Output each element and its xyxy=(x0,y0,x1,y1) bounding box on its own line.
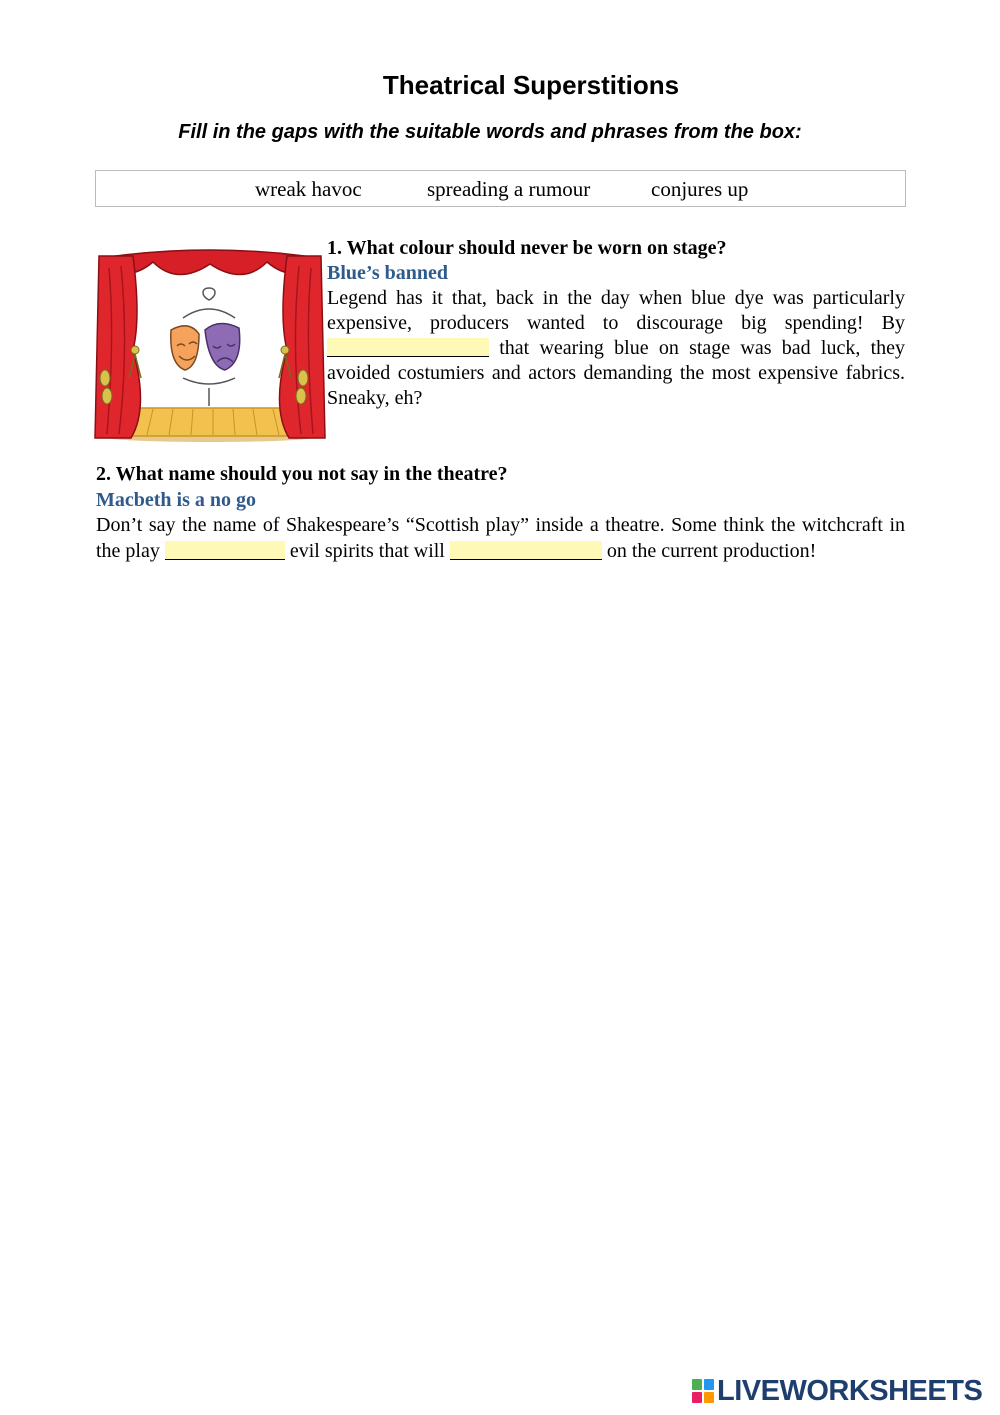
question-2-paragraph xyxy=(96,513,905,564)
paragraph-text: that wearing blue on stage was bad luck, they avoided costumiers and actors demanding the most expensive fabrics. Sneaky, eh? xyxy=(327,337,906,409)
liveworksheets-logo-text: LIVEWORKSHEETS xyxy=(717,1375,983,1407)
theatre-stage-illustration xyxy=(93,238,327,444)
answer-gap-2[interactable] xyxy=(165,541,285,560)
paragraph-text: Legend has it that, back in the day when blue dye was particularly expensive, producers wanted to discourage big spending! By xyxy=(327,287,905,334)
worksheet-title: Theatrical Superstitions xyxy=(382,70,680,100)
question-2-heading: 2. What name should you not say in the theatre? xyxy=(96,463,508,485)
answer-gap-3[interactable] xyxy=(450,541,602,560)
word-option: spreading a rumour xyxy=(427,177,591,201)
word-box xyxy=(95,170,906,207)
paragraph-text: evil spirits that will xyxy=(289,539,445,562)
question-1 xyxy=(327,236,905,411)
word-option: wreak havoc xyxy=(255,177,362,201)
question-1-paragraph xyxy=(327,286,905,411)
question-2 xyxy=(96,462,905,564)
question-1-subheading: Blue’s banned xyxy=(327,262,448,284)
word-option: conjures up xyxy=(651,177,749,201)
liveworksheets-logo-icon xyxy=(692,1379,714,1403)
paragraph-text: Don’t say the name of Shakespeare’s “Scottish play” inside a theatre. Some think the witchcraft in the play xyxy=(96,514,905,562)
question-1-heading: 1. What colour should never be worn on stage? xyxy=(327,237,727,259)
answer-gap-1[interactable] xyxy=(327,338,489,357)
paragraph-text: on the current production! xyxy=(606,539,817,562)
liveworksheets-logo xyxy=(692,1376,982,1406)
question-2-subheading: Macbeth is a no go xyxy=(96,488,256,511)
instruction-text: Fill in the gaps with the suitable words and phrases from the box: xyxy=(178,121,802,143)
